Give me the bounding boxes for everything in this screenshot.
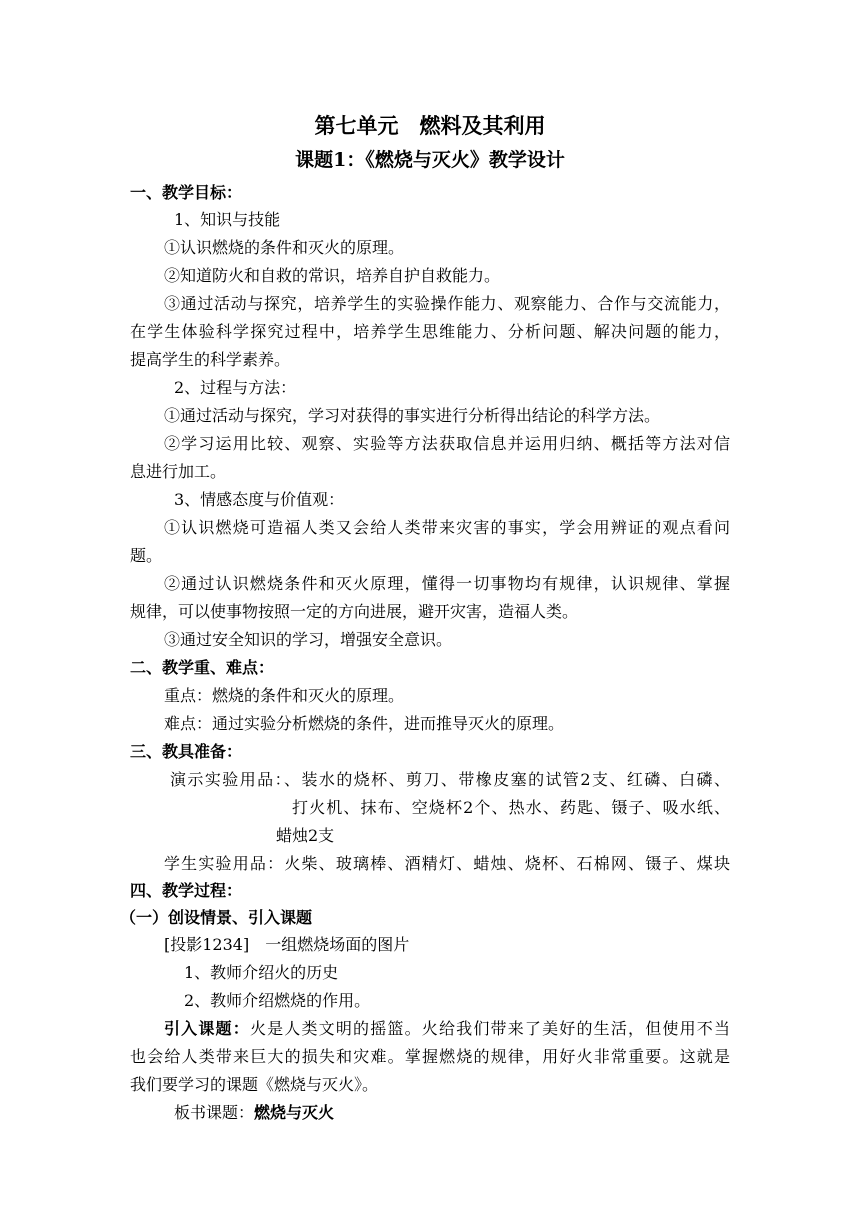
objective-item-cont: 息进行加工。 [130, 462, 227, 481]
process-part-heading: （一）创设情景、引入课题 [120, 908, 313, 927]
objective-item-cont: 提高学生的科学素养。 [130, 350, 291, 369]
objective-item: ①通过活动与探究，学习对获得的事实进行分析得出结论的科学方法。 [164, 406, 661, 425]
objective-item: ②学习运用比较、观察、实验等方法获取信息并运用归纳、概括等方法对信 [164, 434, 730, 453]
student-materials: 学生实验用品：火柴、玻璃棒、酒精灯、蜡烛、烧杯、石棉网、镊子、煤块 [164, 854, 730, 873]
intro-paragraph-cont: 我们要学习的课题《燃烧与灭火》。 [130, 1075, 379, 1094]
demo-materials: 演示实验用品：、装水的烧杯、剪刀、带橡皮塞的试管2支、红磷、白磷、 [170, 770, 730, 789]
section-heading-key-points: 二、教学重、难点： [130, 658, 275, 677]
objective-item-cont: 规律，可以使事物按照一定的方向进展，避开灾害，造福人类。 [130, 602, 579, 621]
objective-subheading: 2、过程与方法： [174, 378, 297, 397]
intro-text: 火是人类文明的摇篮。火给我们带来了美好的生活，但使用不当 [249, 1019, 730, 1038]
section-heading-materials: 三、教具准备： [130, 742, 243, 761]
page-subtitle: 课题1：《燃烧与灭火》教学设计 [295, 149, 565, 171]
section-heading-process: 四、教学过程： [130, 881, 243, 900]
objective-item: ①认识燃烧可造福人类又会给人类带来灾害的事实，学会用辨证的观点看问 [164, 518, 730, 537]
objective-item: ③通过活动与探究，培养学生的实验操作能力、观察能力、合作与交流能力， [164, 294, 730, 313]
board-title-line [174, 1101, 334, 1125]
objective-item: ①认识燃烧的条件和灭火的原理。 [164, 238, 405, 257]
objective-item: ②知道防火和自救的常识，培养自护自救能力。 [164, 266, 501, 285]
projection-note: [投影1234] 一组燃烧场面的图片 [164, 935, 410, 954]
key-point: 重点：燃烧的条件和灭火的原理。 [164, 686, 405, 705]
board-title: 燃烧与灭火 [254, 1103, 335, 1122]
objective-subheading: 3、情感态度与价值观： [174, 490, 345, 509]
difficult-point: 难点：通过实验分析燃烧的条件，进而推导灭火的原理。 [164, 714, 565, 733]
intro-paragraph [164, 1017, 730, 1041]
objective-item-cont: 在学生体验科学探究过程中，培养学生思维能力、分析问题、解决问题的能力， [130, 322, 730, 341]
objective-item: ③通过安全知识的学习，增强安全意识。 [164, 630, 453, 649]
demo-materials-cont: 蜡烛2支 [276, 826, 335, 845]
process-step: 1、教师介绍火的历史 [184, 963, 339, 982]
objective-subheading: 1、知识与技能 [174, 210, 281, 229]
board-label: 板书课题： [174, 1103, 255, 1122]
section-heading-objectives: 一、教学目标： [130, 183, 243, 202]
intro-paragraph-cont: 也会给人类带来巨大的损失和灾难。掌握燃烧的规律，用好火非常重要。这就是 [130, 1047, 730, 1066]
objective-item: ②通过认识燃烧条件和灭火原理，懂得一切事物均有规律，认识规律、掌握 [164, 574, 730, 593]
intro-label: 引入课题： [164, 1019, 250, 1038]
process-step: 2、教师介绍燃烧的作用。 [184, 991, 371, 1010]
page-title: 第七单元 燃料及其利用 [314, 113, 546, 138]
objective-item-cont: 题。 [130, 546, 163, 565]
demo-materials-cont: 打火机、抹布、空烧杯2个、热水、药匙、镊子、吸水纸、 [292, 798, 730, 817]
